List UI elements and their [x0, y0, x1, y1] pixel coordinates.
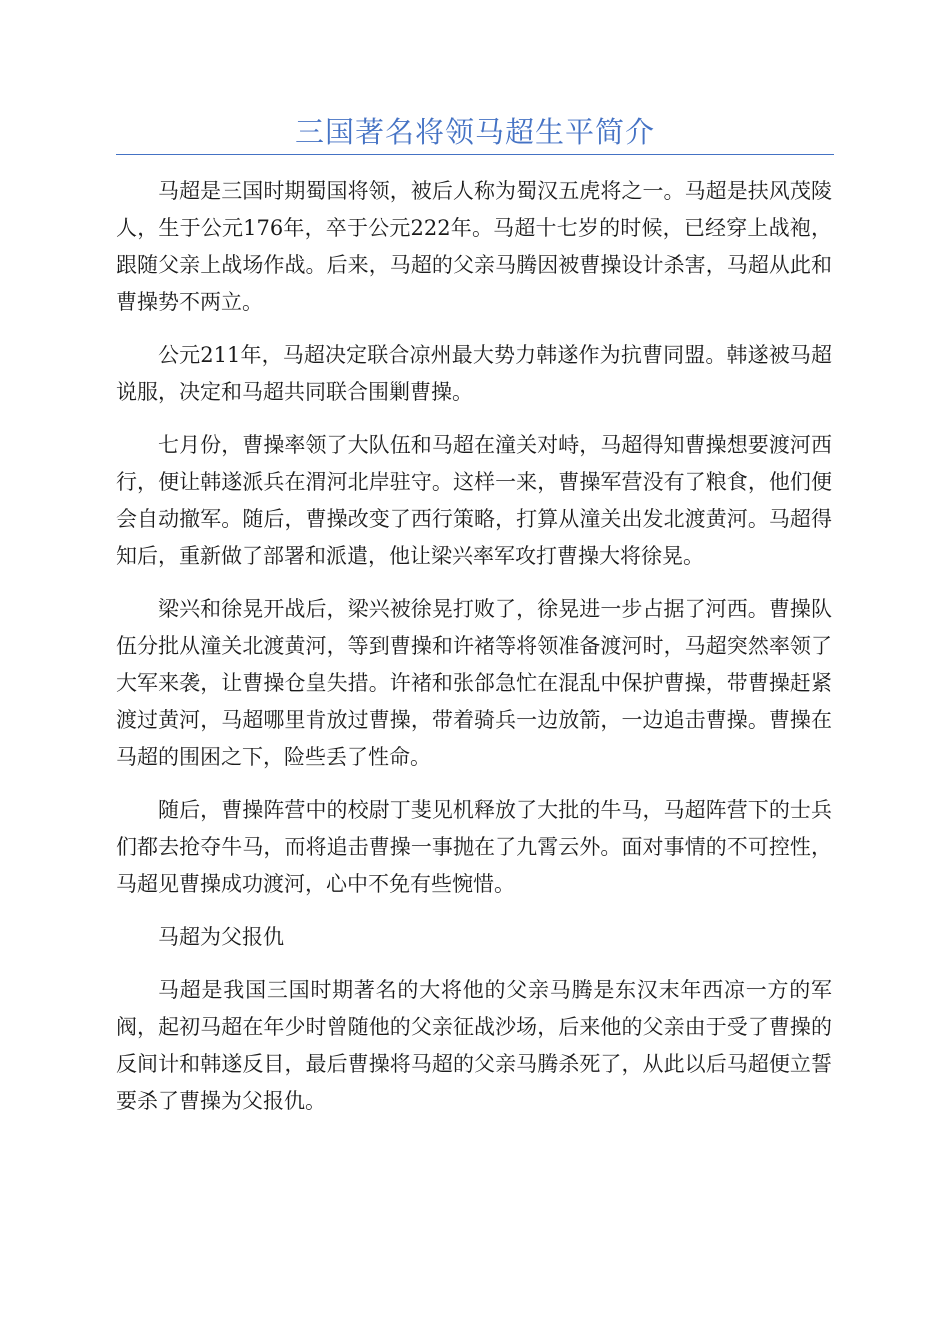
paragraph-revenge: 马超是我国三国时期著名的大将他的父亲马腾是东汉末年西凉一方的军阀，起初马超在年少时曾随他的父亲征战沙场，后来他的父亲由于受了曹操的反间计和韩遂反目，最后曹操将马超的父亲马腾杀死了，从此以后马超便立誓要杀了曹操为父报仇。: [116, 978, 832, 1113]
section-heading-revenge: 马超为父报仇: [158, 925, 284, 949]
paragraph-aftermath: 随后，曹操阵营中的校尉丁斐见机释放了大批的牛马，马超阵营下的士兵们都去抢夺牛马，而将追击曹操一事抛在了九霄云外。面对事情的不可控性，马超见曹操成功渡河，心中不免有些惋惜。: [116, 798, 832, 896]
paragraph-battle: 梁兴和徐晃开战后，梁兴被徐晃打败了，徐晃进一步占据了河西。曹操队伍分批从潼关北渡黄河，等到曹操和许褚等将领准备渡河时，马超突然率领了大军来袭，让曹操仓皇失措。许褚和张郃急忙在混乱中保护曹操，带曹操赶紧渡过黄河，马超哪里肯放过曹操，带着骑兵一边放箭，一边追击曹操。曹操在马超的围困之下，险些丢了性命。: [116, 597, 832, 769]
paragraph-alliance: 公元211年，马超决定联合凉州最大势力韩遂作为抗曹同盟。韩遂被马超说服，决定和马超共同联合围剿曹操。: [116, 343, 832, 404]
paragraph-intro: 马超是三国时期蜀国将领，被后人称为蜀汉五虎将之一。马超是扶风茂陵人，生于公元176年，卒于公元222年。马超十七岁的时候，已经穿上战袍，跟随父亲上战场作战。后来，马超的父亲马腾因被曹操设计杀害，马超从此和曹操势不两立。: [116, 179, 832, 314]
page-title: 三国著名将领马超生平简介: [294, 115, 655, 149]
title-underline: [116, 154, 834, 155]
document-body: [116, 173, 832, 1136]
paragraph-tongguan: 七月份，曹操率领了大队伍和马超在潼关对峙，马超得知曹操想要渡河西行，便让韩遂派兵在渭河北岸驻守。这样一来，曹操军营没有了粮食，他们便会自动撤军。随后，曹操改变了西行策略，打算从潼关出发北渡黄河。马超得知后，重新做了部署和派遣，他让梁兴率军攻打曹操大将徐晃。: [116, 433, 832, 568]
